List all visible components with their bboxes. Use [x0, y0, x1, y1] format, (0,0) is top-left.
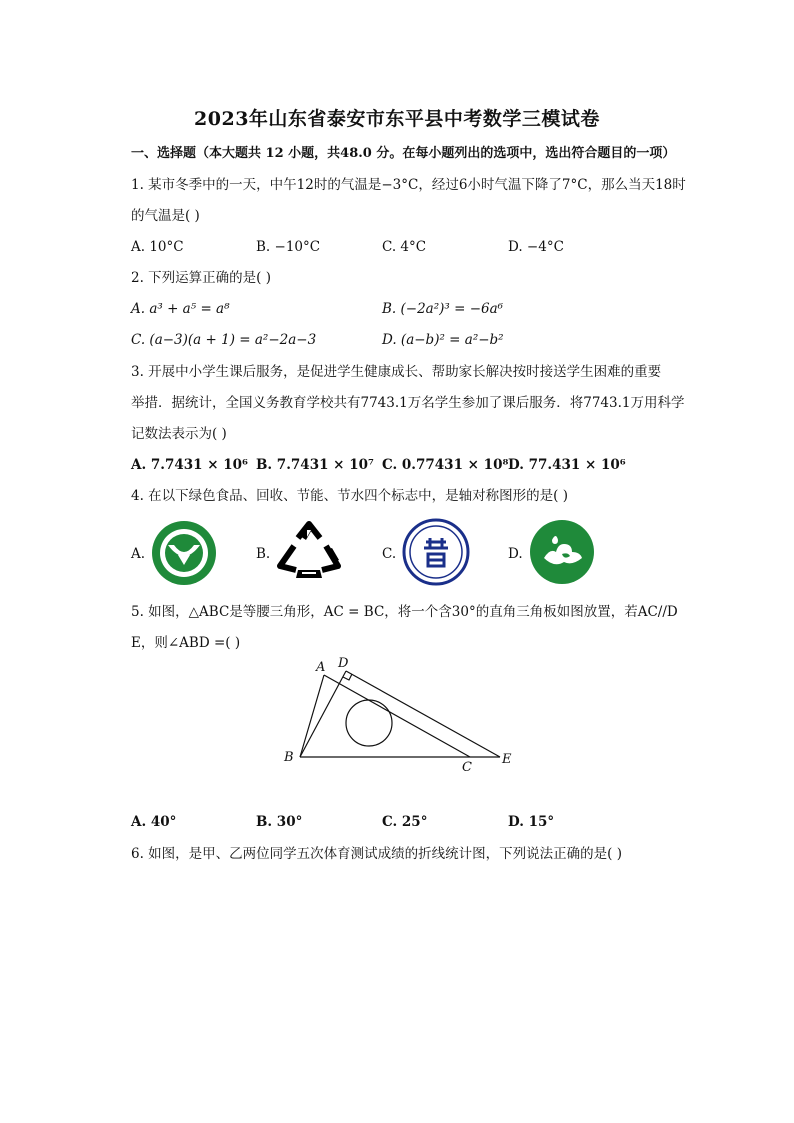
q1-option-d: D. −4°C — [508, 239, 564, 255]
water-saving-logo-icon — [528, 518, 596, 586]
q1-option-c: C. 4°C — [382, 239, 427, 255]
q5-stem-line1: 5. 如图，△ABC是等腰三角形，AC = BC，将一个含30°的直角三角板如图放置，若AC//D — [131, 604, 678, 620]
q5-option-c: C. 25° — [382, 814, 428, 830]
section-heading: 一、选择题（本大题共 12 小题，共48.0 分。在每小题列出的选项中，选出符合题目的一项） — [131, 146, 676, 161]
q2-option-d: D. (a−b)² = a²−b² — [382, 332, 504, 348]
q3-option-b: B. 7.7431 × 10⁷ — [256, 457, 374, 473]
q3-stem-line1: 3. 开展中小学生课后服务，是促进学生健康成长、帮助家长解决按时接送学生困难的重要 — [131, 364, 662, 380]
triangle-figure — [280, 655, 520, 775]
energy-saving-logo-icon — [402, 518, 470, 586]
q3-option-d: D. 77.431 × 10⁶ — [508, 457, 626, 473]
q4-option-a-label: A. — [131, 546, 146, 562]
q4-option-c-label: C. — [382, 546, 397, 562]
point-label-a: A — [316, 660, 326, 675]
point-label-d: D — [338, 656, 349, 671]
q2-option-b: B. (−2a²)³ = −6a⁶ — [382, 301, 504, 317]
q2-stem: 2. 下列运算正确的是( ) — [131, 270, 271, 286]
q4-stem: 4. 在以下绿色食品、回收、节能、节水四个标志中，是轴对称图形的是( ) — [131, 488, 568, 504]
q4-option-d-label: D. — [508, 546, 523, 562]
q3-option-a: A. 7.7431 × 10⁶ — [131, 457, 248, 473]
q5-option-d: D. 15° — [508, 814, 555, 830]
q3-option-c: C. 0.77431 × 10⁸ — [382, 457, 509, 473]
point-label-c: C — [462, 760, 472, 775]
point-label-b: B — [284, 750, 294, 765]
point-label-e: E — [502, 752, 512, 767]
q1-option-b: B. −10°C — [256, 239, 321, 255]
q5-option-a: A. 40° — [131, 814, 177, 830]
exam-title: 2023年山东省泰安市东平县中考数学三模试卷 — [194, 108, 600, 130]
q3-stem-line2: 举措．据统计，全国义务教育学校共有7743.1万名学生参加了课后服务．将7743.1万用科学 — [131, 395, 685, 411]
q3-stem-line3: 记数法表示为( ) — [131, 426, 227, 442]
recycle-logo-icon — [276, 520, 342, 584]
q1-option-a: A. 10°C — [131, 239, 184, 255]
q5-option-b: B. 30° — [256, 814, 303, 830]
q5-stem-line2: E，则∠ABD =( ) — [131, 635, 241, 651]
q1-stem-line1: 1. 某市冬季中的一天，中午12时的气温是−3°C，经过6小时气温下降了7°C，那么当天18时 — [131, 177, 686, 193]
q6-stem: 6. 如图，是甲、乙两位同学五次体育测试成绩的折线统计图，下列说法正确的是( ) — [131, 846, 622, 862]
green-food-logo-icon — [150, 519, 218, 587]
q1-stem-line2: 的气温是( ) — [131, 208, 200, 224]
q2-option-c: C. (a−3)(a + 1) = a²−2a−3 — [131, 332, 317, 348]
q2-option-a: A. a³ + a⁵ = a⁸ — [131, 301, 230, 317]
q4-option-b-label: B. — [256, 546, 271, 562]
